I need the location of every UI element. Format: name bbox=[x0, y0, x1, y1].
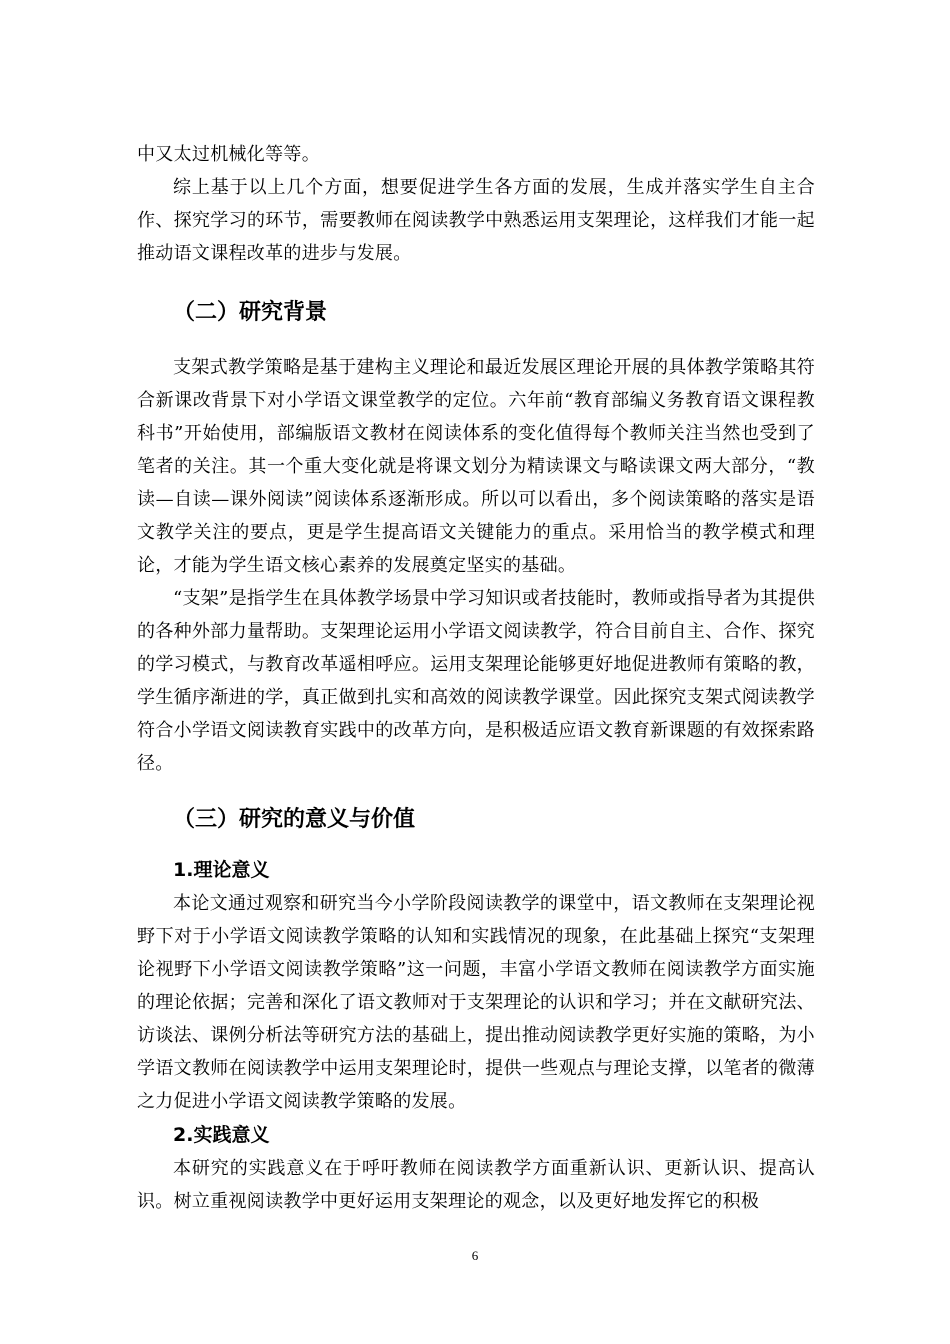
intro-summary-paragraph: 综上基于以上几个方面，想要促进学生各方面的发展，生成并落实学生自主合作、探究学习的环节，需要教师在阅读教学中熟悉运用支架理论，这样我们才能一起推动语文课程改革的进步与发展。 bbox=[137, 177, 815, 264]
page-number: 6 bbox=[471, 1248, 479, 1263]
heading-research-significance: （三）研究的意义与价值 bbox=[173, 807, 416, 832]
background-paragraph-2: “支架”是指学生在具体教学场景中学习知识或者技能时，教师或指导者为其提供的各种外部力量帮助。支架理论运用小学语文阅读教学，符合目前自主、合作、探究的学习模式，与教育改革遥相呼应。运用支架理论能够更好地促进教师有策略的教，学生循序渐进的学，真正做到扎实和高效的阅读教学课堂。因此探究支架式阅读教学符合小学语文阅读教育实践中的改革方向，是积极适应语文教育新课题的有效探索路径。 bbox=[137, 588, 815, 774]
intro-tail-paragraph: 中又太过机械化等等。 bbox=[137, 144, 320, 165]
heading-practical-significance: 2.实践意义 bbox=[173, 1124, 270, 1146]
heading-research-background: （二）研究背景 bbox=[173, 300, 328, 325]
practical-significance-paragraph: 本研究的实践意义在于呼吁教师在阅读教学方面重新认识、更新认识、提高认识。树立重视阅读教学中更好运用支架理论的观念，以及更好地发挥它的积极 bbox=[137, 1158, 815, 1212]
background-paragraph-1: 支架式教学策略是基于建构主义理论和最近发展区理论开展的具体教学策略其符合新课改背景下对小学语文课堂教学的定位。六年前“教育部编义务教育语文课程教科书”开始使用，部编版语文教材在阅读体系的变化值得每个教师关注当然也受到了笔者的关注。其一个重大变化就是将课文划分为精读课文与略读课文两大部分，“教读—自读—课外阅读”阅读体系逐渐形成。所以可以看出，多个阅读策略的落实是语文教学关注的要点，更是学生提高语文关键能力的重点。采用恰当的教学模式和理论，才能为学生语文核心素养的发展奠定坚实的基础。 bbox=[137, 357, 815, 576]
heading-theoretical-significance: 1.理论意义 bbox=[173, 859, 270, 881]
page-content bbox=[137, 138, 815, 1218]
theoretical-significance-paragraph: 本论文通过观察和研究当今小学阶段阅读教学的课堂中，语文教师在支架理论视野下对于小学语文阅读教学策略的认知和实践情况的现象，在此基础上探究“支架理论视野下小学语文阅读教学策略”这一问题，丰富小学语文教师在阅读教学方面实施的理论依据；完善和深化了语文教师对于支架理论的认识和学习；并在文献研究法、访谈法、课例分析法等研究方法的基础上，提出推动阅读教学更好实施的策略，为小学语文教师在阅读教学中运用支架理论时，提供一些观点与理论支撑，以笔者的微薄之力促进小学语文阅读教学策略的发展。 bbox=[137, 893, 815, 1112]
